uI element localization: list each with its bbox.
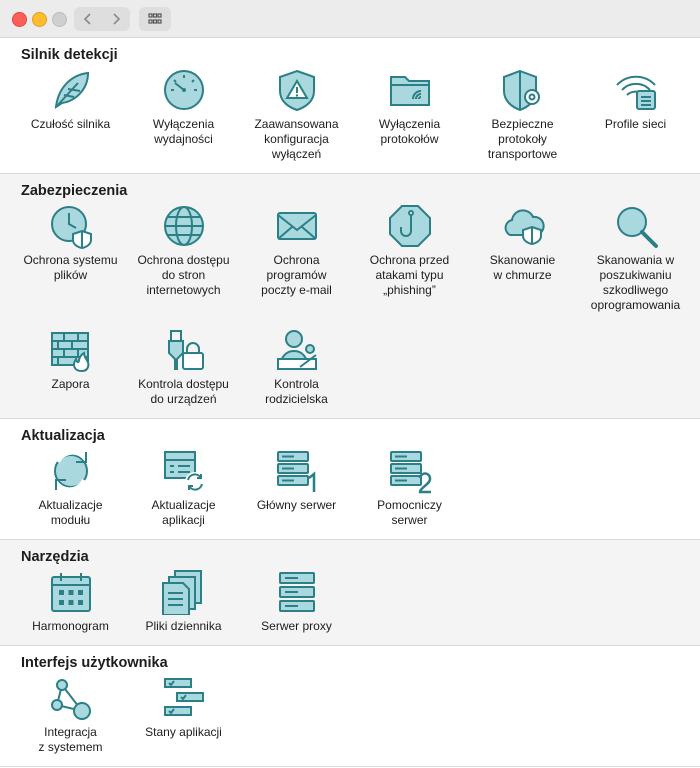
preference-item-label: Pliki dziennika (145, 619, 222, 633)
preference-item[interactable] (353, 200, 466, 324)
usb-lock-icon (161, 327, 207, 373)
folder-signal-icon (387, 67, 433, 113)
preference-item-label: Czułość silnika (30, 117, 111, 131)
section-4 (0, 646, 700, 767)
log-files-icon (161, 569, 207, 615)
preference-item-label: Zapora (51, 377, 90, 391)
preference-item-label: Serwer proxy (261, 619, 332, 633)
section-grid (0, 445, 700, 539)
preference-item[interactable] (127, 445, 240, 539)
forward-button[interactable] (102, 7, 130, 31)
preference-item[interactable] (240, 445, 353, 539)
calendar-icon (48, 569, 94, 615)
server-1-icon (274, 448, 320, 494)
preference-item-label: Aktualizacje aplikacji (151, 498, 216, 527)
clock-shield-icon (48, 203, 94, 249)
preference-item-label: Integracja z systemem (38, 725, 103, 754)
section-2 (0, 419, 700, 540)
close-window-button[interactable] (12, 12, 27, 27)
preference-item-label: Stany aplikacji (145, 725, 222, 739)
preference-item-label: Bezpieczne protokoły transportowe (487, 117, 558, 161)
preference-item-label: Harmonogram (32, 619, 109, 633)
section-grid (0, 200, 700, 418)
grid-icon (148, 13, 162, 25)
section-title: Narzędzia (21, 549, 89, 565)
shield-warning-icon (274, 67, 320, 113)
envelope-icon (274, 203, 320, 249)
proxy-server-icon (274, 569, 320, 615)
section-title: Interfejs użytkownika (21, 655, 168, 671)
title-bar (0, 0, 700, 38)
section-grid (0, 566, 700, 645)
preference-item[interactable] (14, 324, 127, 418)
chevron-right-icon (110, 13, 122, 25)
preference-item[interactable] (127, 64, 240, 173)
hook-octagon-icon (387, 203, 433, 249)
globe-icon (161, 203, 207, 249)
preference-item[interactable] (14, 200, 127, 324)
preference-item-label: Wyłączenia wydajności (152, 117, 215, 146)
back-button[interactable] (74, 7, 102, 31)
refresh-circle-icon (48, 448, 94, 494)
preference-item[interactable] (240, 566, 353, 645)
preference-item[interactable] (579, 64, 692, 173)
section-grid (0, 64, 700, 173)
preference-item[interactable] (127, 200, 240, 324)
preference-item-label: Skanowania w poszukiwaniu szkodliwego oprogramowania (590, 253, 681, 312)
preference-item[interactable] (127, 566, 240, 645)
section-grid (0, 672, 700, 766)
preference-item-label: Ochrona systemu plików (23, 253, 118, 282)
preference-item[interactable] (240, 200, 353, 324)
section-title: Zabezpieczenia (21, 183, 128, 199)
section-title: Silnik detekcji (21, 47, 118, 63)
preference-item-label: Pomocniczy serwer (377, 498, 442, 527)
preference-item-label: Aktualizacje modułu (38, 498, 103, 527)
preference-item-label: Skanowanie w chmurze (489, 253, 556, 282)
preference-item-label: Kontrola dostępu do urządzeń (138, 377, 229, 406)
preference-item[interactable] (466, 200, 579, 324)
wifi-list-icon (613, 67, 659, 113)
section-title: Aktualizacja (21, 428, 105, 444)
preference-item[interactable] (353, 64, 466, 173)
preference-item[interactable] (353, 445, 466, 539)
show-all-button[interactable] (139, 7, 171, 31)
preference-item-label: Ochrona przed atakami typu „phishing” (369, 253, 450, 297)
preference-item[interactable] (240, 324, 353, 418)
preference-item[interactable] (240, 64, 353, 173)
navigation-group (74, 7, 130, 31)
shield-gear-icon (500, 67, 546, 113)
parent-child-icon (274, 327, 320, 373)
preference-item[interactable] (127, 324, 240, 418)
firewall-icon (48, 327, 94, 373)
app-update-icon (161, 448, 207, 494)
section-0 (0, 38, 700, 174)
preference-sections (0, 38, 700, 767)
cloud-shield-icon (500, 203, 546, 249)
preference-item-label: Wyłączenia protokołów (378, 117, 441, 146)
preference-item-label: Główny serwer (256, 498, 337, 512)
gauge-icon (161, 67, 207, 113)
preference-item[interactable] (14, 445, 127, 539)
section-1 (0, 174, 700, 419)
preference-item-label: Zaawansowana konfiguracja wyłączeń (254, 117, 339, 161)
preference-item-label: Ochrona dostępu do stron internetowych (137, 253, 230, 297)
zoom-window-button[interactable] (52, 12, 67, 27)
minimize-window-button[interactable] (32, 12, 47, 27)
preference-item-label: Profile sieci (604, 117, 667, 131)
feather-icon (48, 67, 94, 113)
preference-item[interactable] (14, 566, 127, 645)
integration-nodes-icon (48, 675, 94, 721)
preference-item[interactable] (127, 672, 240, 766)
chevron-left-icon (82, 13, 94, 25)
preference-item[interactable] (14, 64, 127, 173)
preference-item-label: Ochrona programów poczty e-mail (261, 253, 332, 297)
preference-item-label: Kontrola rodzicielska (265, 377, 328, 406)
app-states-icon (161, 675, 207, 721)
magnifier-icon (613, 203, 659, 249)
preference-item[interactable] (14, 672, 127, 766)
preference-item[interactable] (466, 64, 579, 173)
preference-item[interactable] (579, 200, 692, 324)
server-2-icon (387, 448, 433, 494)
section-3 (0, 540, 700, 646)
